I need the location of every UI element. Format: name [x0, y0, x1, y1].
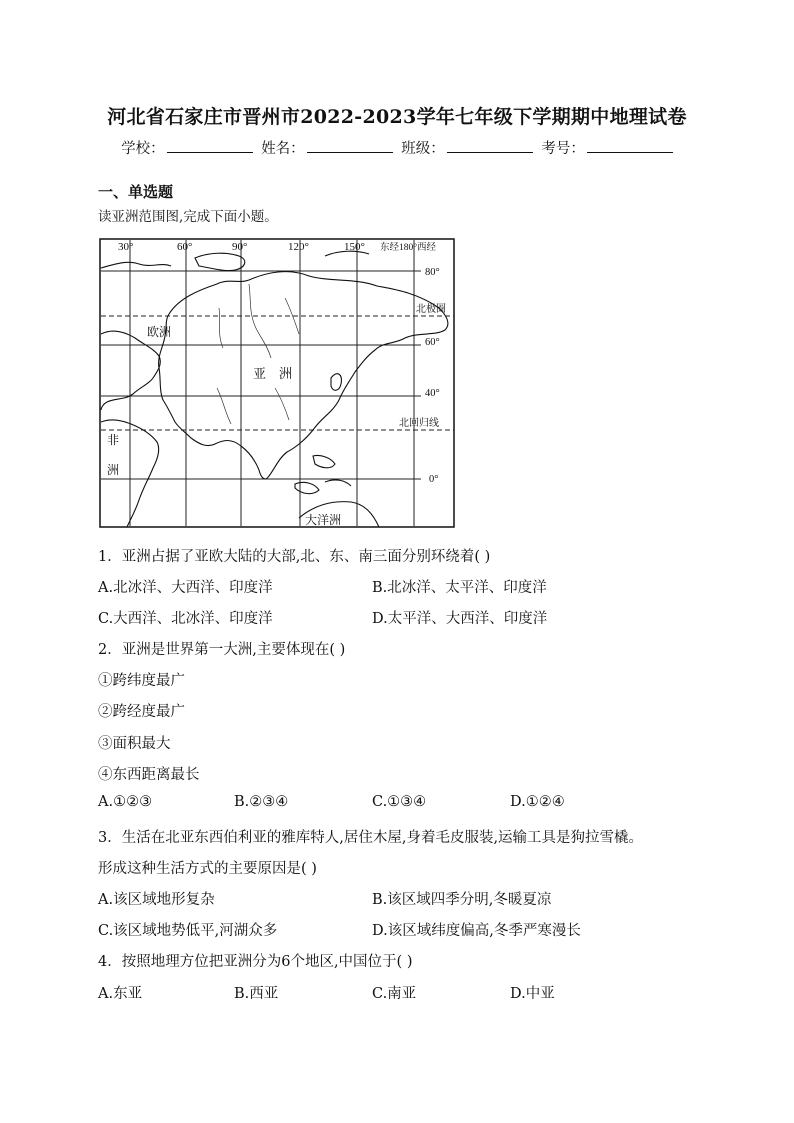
question-2-option-a[interactable]: A.①②③	[98, 794, 153, 810]
region-label-africa-2: 洲	[107, 463, 120, 477]
question-3-option-d[interactable]: D.该区域纬度偏高,冬季严寒漫长	[372, 923, 581, 939]
asia-map	[99, 238, 455, 528]
question-4-option-a[interactable]: A.东亚	[98, 986, 143, 1002]
lon-label: 30°	[118, 241, 134, 253]
question-4-stem: 4．按照地理方位把亚洲分为6个地区,中国位于( )	[98, 954, 413, 970]
map-frame	[100, 239, 454, 527]
school-label: 学校：	[121, 141, 165, 157]
question-3-option-c[interactable]: C.该区域地势低平,河湖众多	[98, 923, 278, 939]
question-2-option-c[interactable]: C.①③④	[372, 794, 427, 810]
number-blank[interactable]	[587, 138, 673, 153]
lat-label: 40°	[425, 388, 440, 399]
question-3-option-a[interactable]: A.该区域地形复杂	[98, 892, 215, 908]
class-blank[interactable]	[447, 138, 533, 153]
section-heading: 一、单选题	[98, 183, 174, 201]
student-info-line	[0, 137, 794, 158]
lat-label: 60°	[425, 337, 440, 348]
question-2-option-b[interactable]: B.②③④	[234, 794, 289, 810]
name-field	[261, 137, 393, 158]
lat-label: 北回归线	[399, 418, 439, 429]
question-2-item-3: ③面积最大	[98, 736, 171, 752]
question-2-option-d[interactable]: D.①②④	[510, 794, 565, 810]
question-2-item-1: ①跨纬度最广	[98, 673, 185, 689]
exam-title: 河北省石家庄市晋州市2022-2023学年七年级下学期期中地理试卷	[107, 106, 687, 128]
class-label: 班级：	[401, 141, 445, 157]
school-field	[121, 137, 253, 158]
question-1-option-c[interactable]: C.大西洋、北冰洋、印度洋	[98, 611, 273, 627]
class-field	[401, 137, 533, 158]
question-1-option-a[interactable]: A.北冰洋、大西洋、印度洋	[98, 580, 273, 596]
region-label-europe: 欧洲	[147, 325, 172, 339]
lon-label: 东经180°西经	[380, 243, 437, 253]
question-1-option-b[interactable]: B.北冰洋、太平洋、印度洋	[372, 580, 547, 596]
question-1-stem: 1．亚洲占据了亚欧大陆的大部,北、东、南三面分别环绕着( )	[98, 549, 491, 565]
lon-label: 120°	[288, 241, 309, 253]
question-4-option-d[interactable]: D.中亚	[510, 986, 555, 1002]
question-2-item-4: ④东西距离最长	[98, 767, 200, 783]
number-label: 考号：	[541, 141, 585, 157]
lon-label: 90°	[232, 241, 248, 253]
name-label: 姓名：	[261, 141, 305, 157]
question-4-option-b[interactable]: B.西亚	[234, 986, 279, 1002]
question-2-item-2: ②跨经度最广	[98, 704, 185, 720]
question-4-option-c[interactable]: C.南亚	[372, 986, 417, 1002]
lat-label: 北极圈	[416, 304, 446, 315]
question-3-option-b[interactable]: B.该区域四季分明,冬暖夏凉	[372, 892, 552, 908]
lon-label: 150°	[344, 241, 365, 253]
lat-label: 0°	[429, 474, 439, 485]
question-1-option-d[interactable]: D.太平洋、大西洋、印度洋	[372, 611, 548, 627]
name-blank[interactable]	[307, 138, 393, 153]
intro-text: 读亚洲范围图,完成下面小题。	[98, 209, 278, 225]
question-3-stem: 3．生活在北亚东西伯利亚的雅库特人,居住木屋,身着毛皮服装,运输工具是狗拉雪橇。	[98, 830, 644, 846]
question-2-stem: 2．亚洲是世界第一大洲,主要体现在( )	[98, 642, 346, 658]
region-label-asia: 亚 洲	[253, 366, 293, 381]
lon-label: 60°	[177, 241, 193, 253]
number-field	[541, 137, 673, 158]
region-label-oceania: 大洋洲	[305, 513, 342, 527]
school-blank[interactable]	[167, 138, 253, 153]
question-3-stem-line-2: 形成这种生活方式的主要原因是( )	[98, 861, 317, 877]
lat-label: 80°	[425, 267, 440, 278]
region-label-africa-1: 非	[107, 433, 120, 447]
